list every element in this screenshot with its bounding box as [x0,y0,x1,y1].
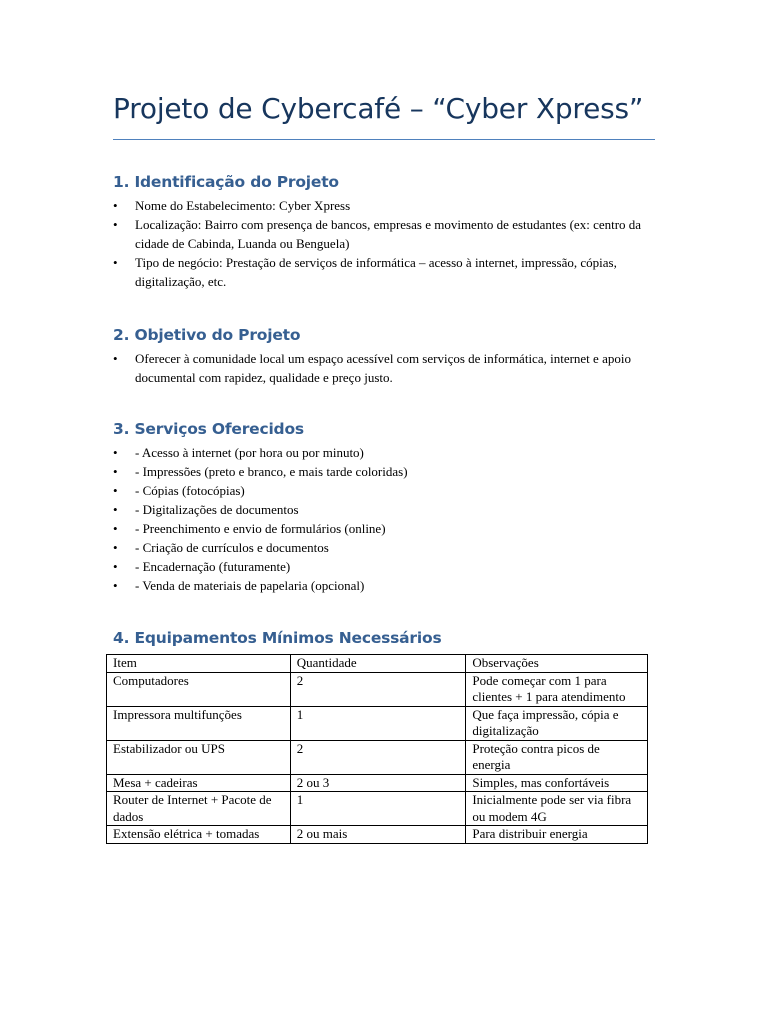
table-header-row [107,655,648,673]
list-item: • Nome do Estabelecimento: Cyber Xpress [113,198,351,213]
table-row [107,740,648,774]
objetivo-list [113,349,653,387]
table-row [107,826,648,844]
list-item: • Tipo de negócio: Prestação de serviços de informática – acesso à internet, impressão, cópias, digitalização, etc. [113,255,617,289]
table-cell: Impressora multifunções [107,706,291,740]
list-item: • Oferecer à comunidade local um espaço acessível com serviços de informática, internet e apoio documental com rapidez, qualidade e preço justo. [113,351,631,385]
table-cell: Que faça impressão, cópia e digitalização [466,706,648,740]
bullet-icon: • [113,445,118,460]
table-row [107,706,648,740]
list-item: • - Acesso à internet (por hora ou por minuto) [113,445,364,460]
equipment-table [106,654,648,844]
bullet-icon: • [113,521,118,536]
servicos-list [113,443,653,595]
bullet-icon: • [113,255,118,270]
list-item: • - Digitalizações de documentos [113,502,299,517]
section-heading-identificacao: 1. Identificação do Projeto [113,173,339,191]
list-item: • - Cópias (fotocópias) [113,483,245,498]
column-header-observacoes: Observações [466,655,648,673]
bullet-icon: • [113,351,118,366]
identificacao-list [113,196,653,291]
bullet-icon: • [113,198,118,213]
table-row [107,792,648,826]
bullet-icon: • [113,578,118,593]
table-cell: 1 [290,792,466,826]
table-cell: Extensão elétrica + tomadas [107,826,291,844]
table-row [107,672,648,706]
bullet-icon: • [113,483,118,498]
list-item: • - Encadernação (futuramente) [113,559,291,574]
title-underline [113,139,655,140]
table-cell: Inicialmente pode ser via fibra ou modem 4G [466,792,648,826]
table-cell: 2 [290,672,466,706]
table-cell: Proteção contra picos de energia [466,740,648,774]
list-item: • - Criação de currículos e documentos [113,540,329,555]
list-item: • - Preenchimento e envio de formulários (online) [113,521,386,536]
table-cell: Estabilizador ou UPS [107,740,291,774]
table-cell: Simples, mas confortáveis [466,774,648,792]
table-cell: 2 ou mais [290,826,466,844]
column-header-quantidade: Quantidade [290,655,466,673]
section-heading-servicos: 3. Serviços Oferecidos [113,420,304,438]
table-cell: Pode começar com 1 para clientes + 1 para atendimento [466,672,648,706]
bullet-icon: • [113,559,118,574]
bullet-icon: • [113,217,118,232]
document-title: Projeto de Cybercafé – “Cyber Xpress” [113,92,644,125]
bullet-icon: • [113,502,118,517]
table-cell: Computadores [107,672,291,706]
section-heading-equipamentos: 4. Equipamentos Mínimos Necessários [113,629,442,647]
table-cell: 2 [290,740,466,774]
table-row [107,774,648,792]
bullet-icon: • [113,540,118,555]
table-cell: Router de Internet + Pacote de dados [107,792,291,826]
list-item: • - Impressões (preto e branco, e mais tarde coloridas) [113,464,408,479]
list-item: • - Venda de materiais de papelaria (opcional) [113,578,365,593]
list-item: • Localização: Bairro com presença de bancos, empresas e movimento de estudantes (ex: centro da cidade de Cabinda, Luanda ou Benguela) [113,217,642,251]
section-heading-objetivo: 2. Objetivo do Projeto [113,326,301,344]
table-cell: Para distribuir energia [466,826,648,844]
table-cell: Mesa + cadeiras [107,774,291,792]
table-cell: 1 [290,706,466,740]
bullet-icon: • [113,464,118,479]
column-header-item: Item [107,655,291,673]
table-cell: 2 ou 3 [290,774,466,792]
